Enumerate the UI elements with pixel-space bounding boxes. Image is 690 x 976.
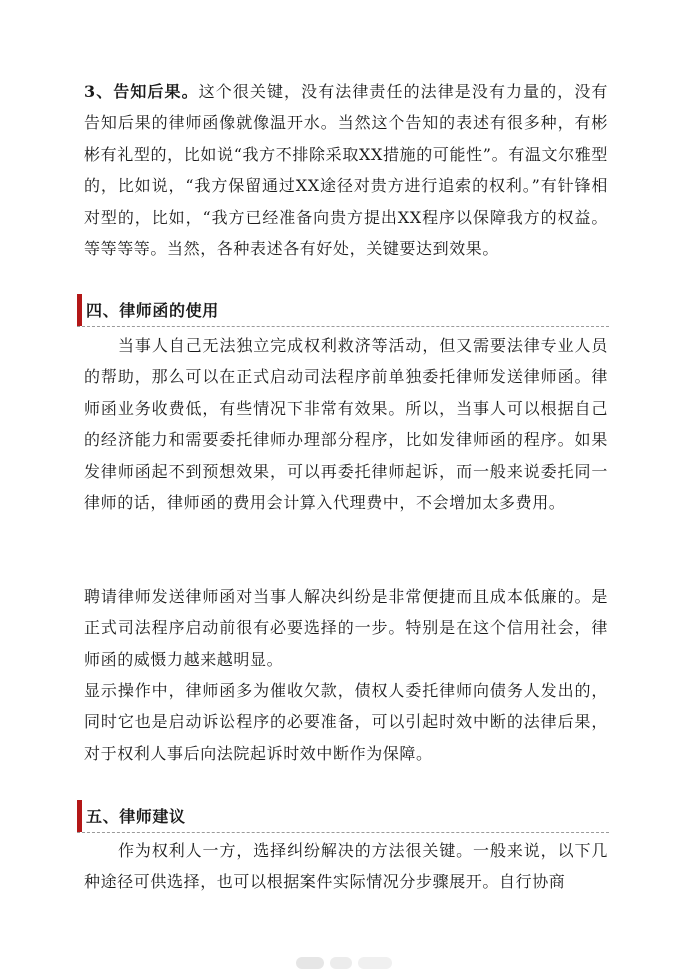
section-3-body: 这个很关键，没有法律责任的法律是没有力量的，没有告知后果的律师函像就像温开水。当然这个告知的表述有很多种，有彬彬有礼型的，比如说“我方不排除采取XX措施的可能性”。有温文尔雅型的，比如说，“我方保留通过XX途径对贵方进行追索的权利。”有针锋相对型的，比如，“我方已经准备向贵方提出XX程序以保障我方的权益。等等等等。当然，各种表述各有好处，关键要达到效果。 bbox=[84, 82, 608, 259]
section-4-heading bbox=[77, 294, 609, 327]
heading-accent-bar bbox=[77, 800, 82, 832]
section-5-heading bbox=[77, 800, 609, 833]
section-4-paragraph-1: 当事人自己无法独立完成权利救济等活动，但又需要法律专业人员的帮助，那么可以在正式启动司法程序前单独委托律师发送律师函。律师函业务收费低，有些情况下非常有效果。所以，当事人可以根据自己的经济能力和需要委托律师办理部分程序，比如发律师函的程序。如果发律师函起不到预想效果，可以再委托律师起诉，而一般来说委托同一律师的话，律师函的费用会计算入代理费中，不会增加太多费用。 bbox=[84, 336, 608, 513]
section-4-paragraph-3: 显示操作中，律师函多为催收欠款，债权人委托律师向债务人发出的，同时它也是启动诉讼程序的必要准备，可以引起时效中断的法律后果，对于权利人事后向法院起诉时效中断作为保障。 bbox=[84, 681, 608, 763]
section-3-lead: 3、告知后果。 bbox=[84, 82, 199, 101]
section-4-paragraph-2: 聘请律师发送律师函对当事人解决纠纷是非常便捷而且成本低廉的。是正式司法程序启动前很有必要选择的一步。特别是在这个信用社会，律师函的威慑力越来越明显。 bbox=[84, 587, 608, 669]
section-5-heading-text: 五、律师建议 bbox=[86, 807, 186, 826]
heading-accent-bar bbox=[77, 294, 82, 326]
section-3-paragraph bbox=[84, 76, 608, 264]
section-4-heading-text: 四、律师函的使用 bbox=[86, 301, 219, 320]
watermark bbox=[296, 952, 396, 974]
section-5-paragraph-1: 作为权利人一方，选择纠纷解决的方法很关键。一般来说，以下几种途径可供选择，也可以根据案件实际情况分步骤展开。自行协商 bbox=[84, 841, 608, 892]
